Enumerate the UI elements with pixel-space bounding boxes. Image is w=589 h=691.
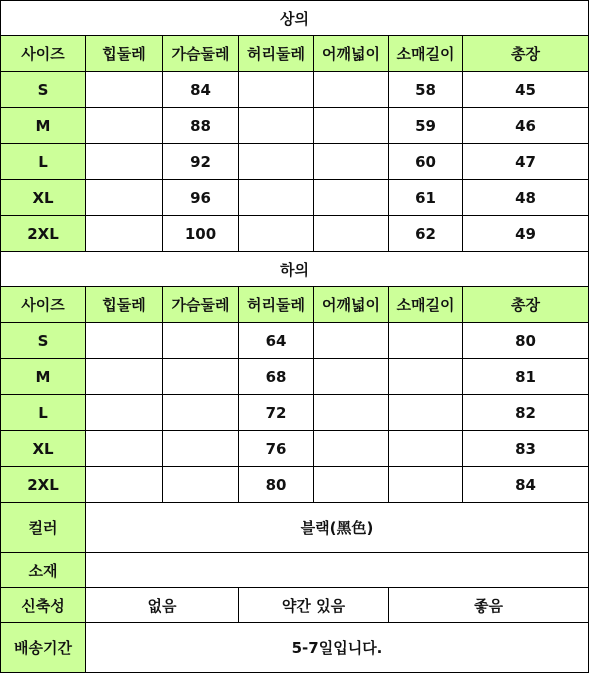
table-cell <box>314 359 389 395</box>
top-section-title: 상의 <box>1 1 589 36</box>
table-cell: 82 <box>463 395 589 431</box>
table-cell <box>389 323 463 359</box>
table-row <box>1 395 589 431</box>
table-cell: 88 <box>163 108 239 144</box>
table-cell <box>389 431 463 467</box>
table-row <box>1 72 589 108</box>
table-cell: 81 <box>463 359 589 395</box>
stretch-row <box>1 588 589 623</box>
table-cell <box>314 180 389 216</box>
header-shoulder: 어깨넓이 <box>314 287 389 323</box>
table-cell <box>163 359 239 395</box>
table-cell: 84 <box>163 72 239 108</box>
header-hip: 힙둘레 <box>86 36 163 72</box>
table-cell: 64 <box>239 323 314 359</box>
table-cell <box>314 467 389 503</box>
top-title-row <box>1 1 589 36</box>
header-sleeve: 소매길이 <box>389 287 463 323</box>
table-cell: 46 <box>463 108 589 144</box>
table-cell <box>86 216 163 252</box>
table-cell <box>86 467 163 503</box>
table-cell <box>86 323 163 359</box>
table-cell <box>163 323 239 359</box>
table-cell <box>314 144 389 180</box>
table-row <box>1 108 589 144</box>
table-cell: 68 <box>239 359 314 395</box>
color-label: 컬러 <box>1 503 86 553</box>
table-cell: 61 <box>389 180 463 216</box>
table-cell <box>389 467 463 503</box>
material-label: 소재 <box>1 553 86 588</box>
table-row <box>1 431 589 467</box>
stretch-option-none: 없음 <box>86 588 239 623</box>
table-cell <box>86 395 163 431</box>
header-waist: 허리둘레 <box>239 36 314 72</box>
table-row <box>1 359 589 395</box>
bottom-section-title: 하의 <box>1 252 589 287</box>
table-cell <box>163 395 239 431</box>
table-cell <box>314 108 389 144</box>
table-row <box>1 144 589 180</box>
table-cell: 47 <box>463 144 589 180</box>
table-cell <box>314 72 389 108</box>
table-cell <box>163 431 239 467</box>
table-cell: 84 <box>463 467 589 503</box>
size-label: M <box>1 359 86 395</box>
table-cell: 59 <box>389 108 463 144</box>
header-sleeve: 소매길이 <box>389 36 463 72</box>
size-label: L <box>1 144 86 180</box>
table-row <box>1 323 589 359</box>
stretch-label: 신축성 <box>1 588 86 623</box>
header-chest: 가슴둘레 <box>163 36 239 72</box>
table-cell <box>239 108 314 144</box>
stretch-option-good: 좋음 <box>389 588 589 623</box>
table-cell: 80 <box>463 323 589 359</box>
table-row <box>1 467 589 503</box>
material-row <box>1 553 589 588</box>
table-cell: 83 <box>463 431 589 467</box>
size-label: 2XL <box>1 467 86 503</box>
header-size: 사이즈 <box>1 287 86 323</box>
table-row <box>1 216 589 252</box>
table-cell <box>239 180 314 216</box>
delivery-row <box>1 623 589 673</box>
color-row <box>1 503 589 553</box>
table-cell: 45 <box>463 72 589 108</box>
header-length: 총장 <box>463 36 589 72</box>
table-row <box>1 180 589 216</box>
size-label: 2XL <box>1 216 86 252</box>
table-cell: 80 <box>239 467 314 503</box>
table-cell <box>86 108 163 144</box>
table-cell <box>314 323 389 359</box>
size-label: L <box>1 395 86 431</box>
table-cell <box>314 431 389 467</box>
stretch-option-slight: 약간 있음 <box>239 588 389 623</box>
table-cell: 76 <box>239 431 314 467</box>
table-cell: 60 <box>389 144 463 180</box>
table-cell <box>86 180 163 216</box>
table-cell: 96 <box>163 180 239 216</box>
table-cell: 100 <box>163 216 239 252</box>
header-size: 사이즈 <box>1 36 86 72</box>
table-cell <box>239 216 314 252</box>
table-cell: 58 <box>389 72 463 108</box>
table-cell <box>314 395 389 431</box>
table-cell <box>86 72 163 108</box>
color-value: 블랙(黑色) <box>86 503 589 553</box>
table-cell: 62 <box>389 216 463 252</box>
table-cell <box>163 467 239 503</box>
size-label: S <box>1 72 86 108</box>
delivery-label: 배송기간 <box>1 623 86 673</box>
size-label: XL <box>1 431 86 467</box>
header-waist: 허리둘레 <box>239 287 314 323</box>
table-cell <box>389 395 463 431</box>
table-cell: 92 <box>163 144 239 180</box>
size-label: M <box>1 108 86 144</box>
table-cell <box>389 359 463 395</box>
table-cell <box>86 144 163 180</box>
table-cell <box>314 216 389 252</box>
table-cell <box>239 72 314 108</box>
table-cell: 49 <box>463 216 589 252</box>
size-label: S <box>1 323 86 359</box>
bottom-header-row <box>1 287 589 323</box>
table-cell: 48 <box>463 180 589 216</box>
table-cell: 72 <box>239 395 314 431</box>
top-header-row <box>1 36 589 72</box>
table-cell <box>86 431 163 467</box>
table-cell <box>239 144 314 180</box>
size-label: XL <box>1 180 86 216</box>
table-cell <box>86 359 163 395</box>
header-chest: 가슴둘레 <box>163 287 239 323</box>
bottom-title-row <box>1 252 589 287</box>
header-shoulder: 어깨넓이 <box>314 36 389 72</box>
header-hip: 힙둘레 <box>86 287 163 323</box>
header-length: 총장 <box>463 287 589 323</box>
material-value <box>86 553 589 588</box>
delivery-value: 5-7일입니다. <box>86 623 589 673</box>
